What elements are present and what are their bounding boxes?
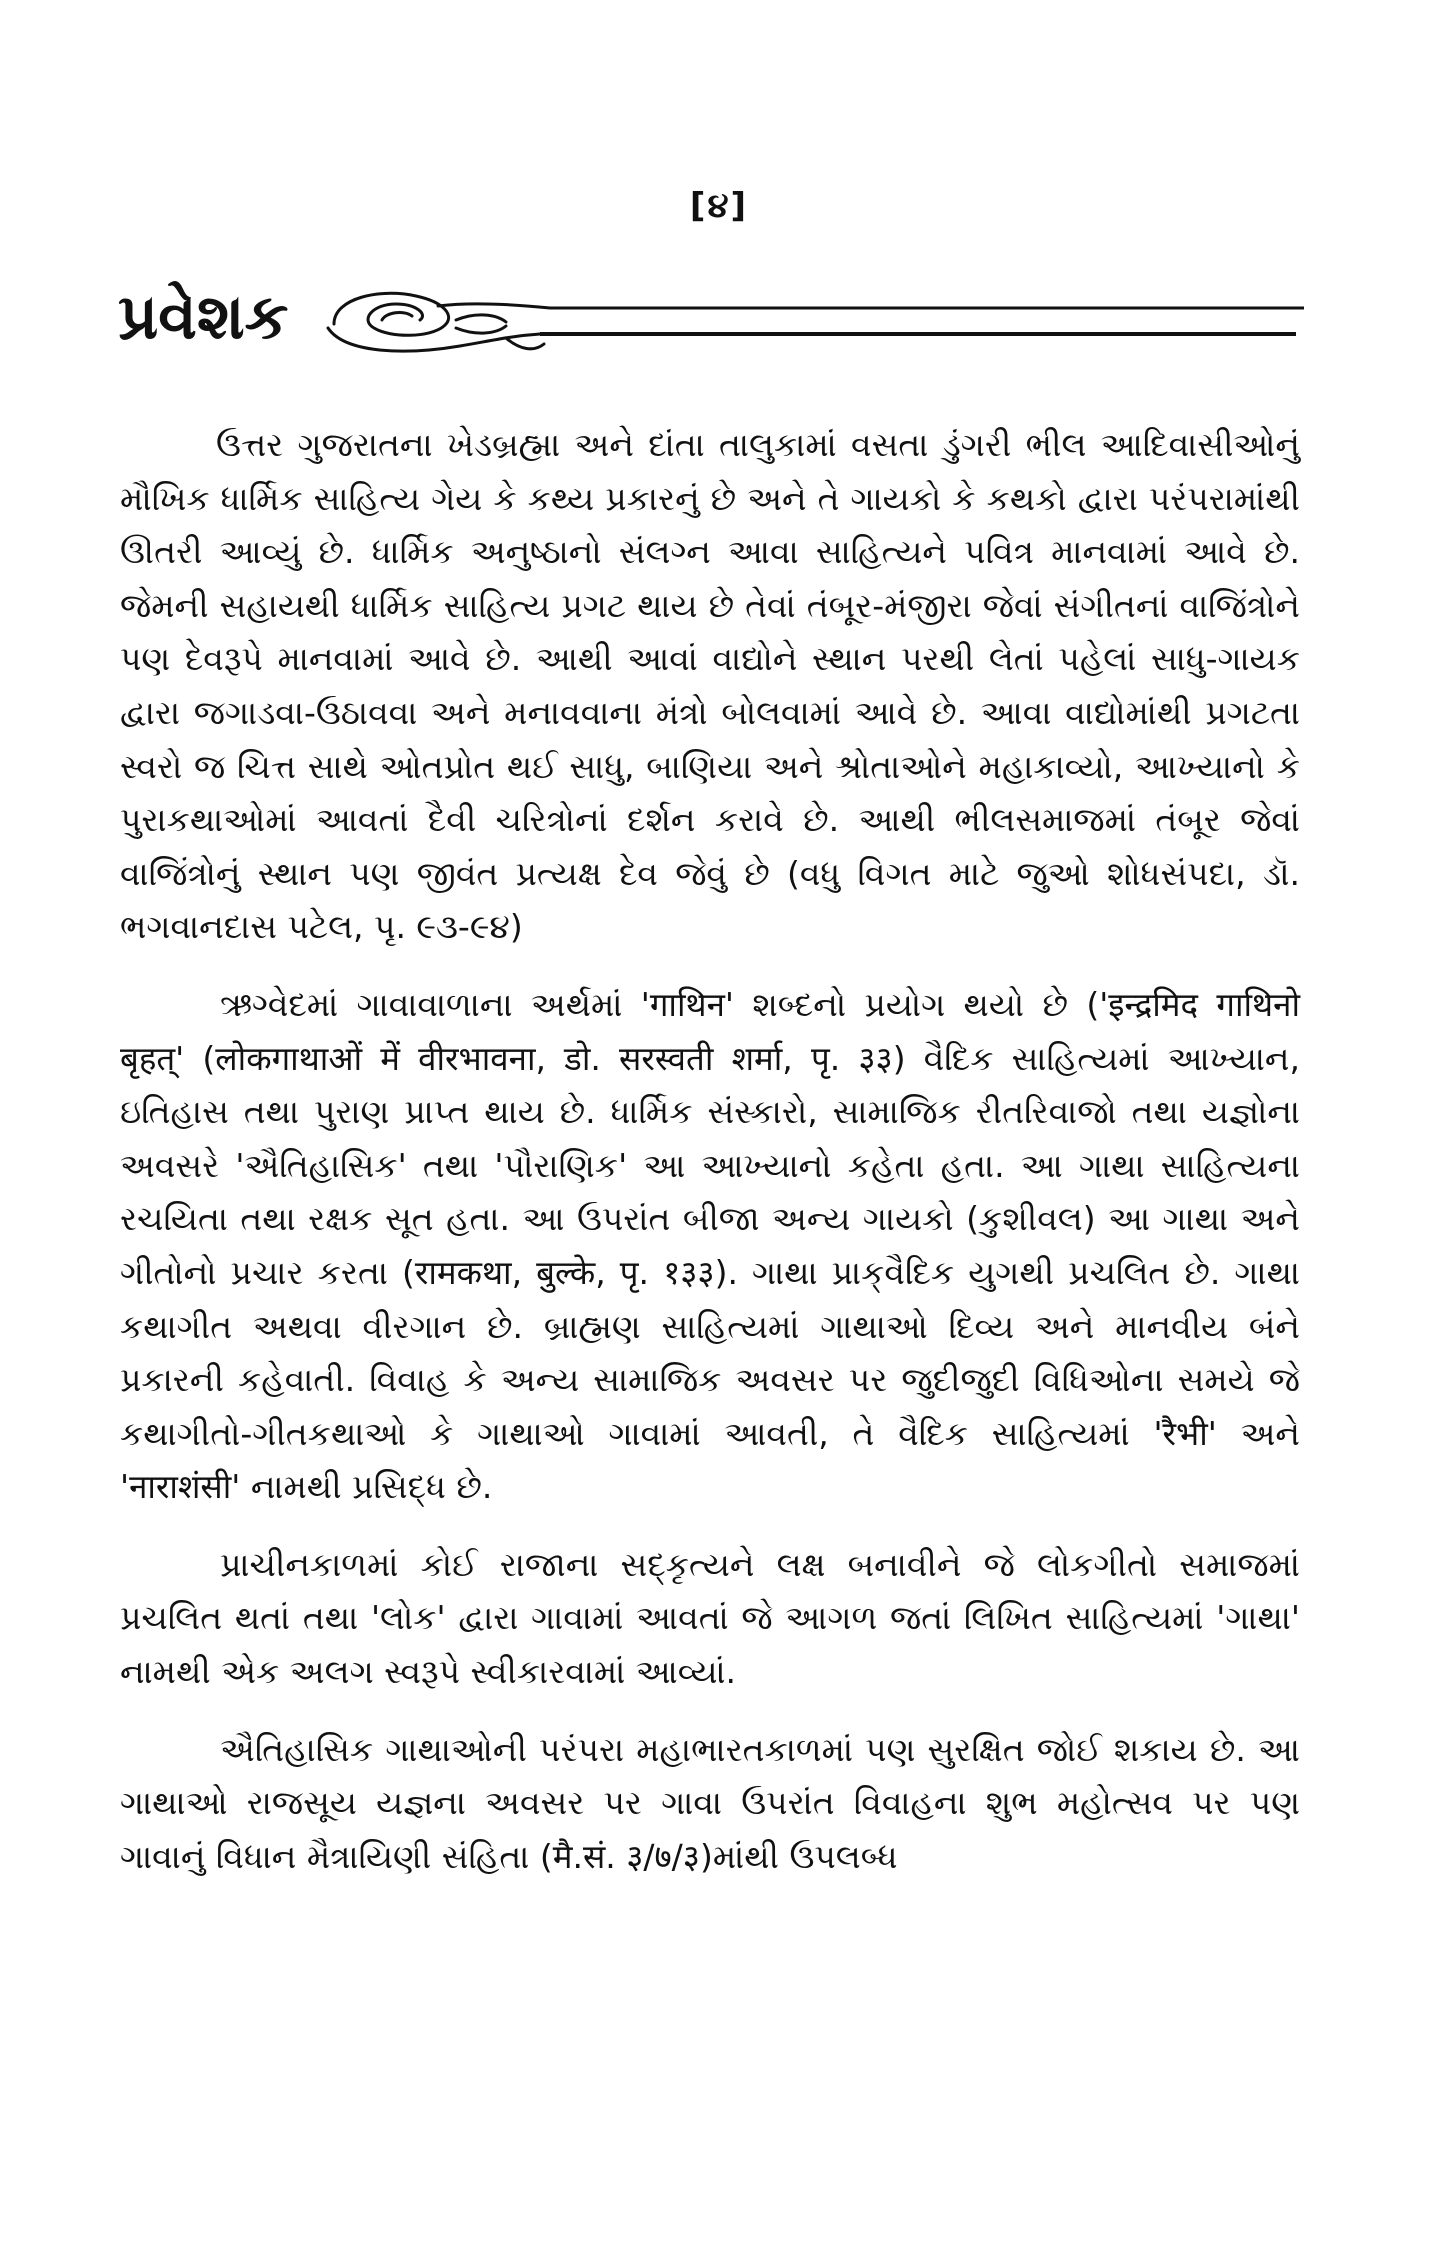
paragraph-4: ઐતિહાસિક ગાથાઓની પરંપરા મહાભારતકાળમાં પણ સુરક્ષિત જોઈ શકાય છે. આ ગાથાઓ રાજસૂય યજ્ઞના અવસર પર ગાવા ઉપરાંત વિવાહના શુભ મહોત્સવ પર પણ ગાવાનું વિધાન મૈત્રાયિણી સંહિતા (मै.सं. ३/७/३)માંથી ઉપલબ્ધ: [120, 1729, 1300, 1876]
page-number: [૪]: [689, 186, 749, 226]
paragraph-1: ઉત્તર ગુજરાતના ખેડબ્રહ્મા અને દાંતા તાલુકામાં વસતા ડુંગરી ભીલ આદિવાસીઓનું મૌખિક ધાર્મિક સાહિત્ય ગેય કે કથ્ય પ્રકારનું છે અને તે ગાયકો કે કથકો દ્વારા પરંપરામાંથી ઊતરી આવ્યું છે. ધાર્મિક અનુષ્ઠાનો સંલગ્ન આવા સાહિત્યને પવિત્ર માનવામાં આવે છે. જેમની સહાયથી ધાર્મિક સાહિત્ય પ્રગટ થાય છે તેવાં તંબૂર-મંજીરા જેવાં સંગીતનાં વાજિંત્રોને પણ દેવરૂપે માનવામાં આવે છે. આથી આવાં વાદ્યોને સ્થાન પરથી લેતાં પહેલાં સાધુ-ગાયક દ્વારા જગાડવા-ઉઠાવવા અને મનાવવાના મંત્રો બોલવામાં આવે છે. આવા વાદ્યોમાંથી પ્રગટતા સ્વરો જ ચિત્ત સાથે ઓતપ્રોત થઈ સાધુ, બાણિયા અને શ્રોતાઓને મહાકાવ્યો, આખ્યાનો કે પુરાકથાઓમાં આવતાં દૈવી ચરિત્રોનાં દર્શન કરાવે છે. આથી ભીલસમાજમાં તંબૂર જેવાં વાજિંત્રોનું સ્થાન પણ જીવંત પ્રત્યક્ષ દેવ જેવું છે (વધુ વિગત માટે જુઓ શોધસંપદા, ડૉ. ભગવાનદાસ પટેલ, પૃ. ૯૩-૯૪): [120, 425, 1300, 947]
section-title: પ્રવેશક: [118, 280, 289, 353]
ornamental-divider-icon: [320, 268, 1310, 378]
section-heading: [118, 268, 1308, 378]
paragraph-3: પ્રાચીનકાળમાં કોઈ રાજાના સદ્‌કૃત્યને લક્ષ બનાવીને જે લોકગીતો સમાજમાં પ્રચલિત થતાં તથા 'લોક' દ્વારા ગાવામાં આવતાં જે આગળ જતાં લિખિત સાહિત્યમાં 'ગાથા' નામથી એક અલગ સ્વરૂપે સ્વીકારવામાં આવ્યાં.: [120, 1544, 1300, 1692]
paragraph-2: ઋગ્વેદમાં ગાવાવાળાના અર્થમાં 'गाथिन' શબ્દનો પ્રયોગ થયો છે ('इन्द्रमिद गाथिनो बृहत्' (लोकगाथाओं में वीरभावना, डो. सरस्वती शर्मा, पृ. ३३) વૈદિક સાહિત્યમાં આખ્યાન, ઇતિહાસ તથા પુરાણ પ્રાપ્ત થાય છે. ધાર્મિક સંસ્કારો, સામાજિક રીતરિવાજો તથા યજ્ઞોના અવસરે 'ઐતિહાસિક' તથા 'પૌરાણિક' આ આખ્યાનો કહેતા હતા. આ ગાથા સાહિત્યના રચયિતા તથા રક્ષક સૂત હતા. આ ઉપરાંત બીજા અન્ય ગાયકો (કુશીવલ) આ ગાથા અને ગીતોનો પ્રચાર કરતા (रामकथा, बुल्के, पृ. १३३). ગાથા પ્રાક્‌વૈદિક યુગથી પ્રચલિત છે. ગાથા કથાગીત અથવા વીરગાન છે. બ્રાહ્મણ સાહિત્યમાં ગાથાઓ દિવ્ય અને માનવીય બંને પ્રકારની કહેવાતી. વિવાહ કે અન્ય સામાજિક અવસર પર જુદીજુદી વિધિઓના સમયે જે કથાગીતો-ગીતકથાઓ કે ગાથાઓ ગાવામાં આવતી, તે વૈદિક સાહિત્યમાં 'रैभी' અને 'नाराशंसी' નામથી પ્રસિદ્ધ છે.: [120, 984, 1300, 1507]
body-text: [120, 418, 1300, 1907]
